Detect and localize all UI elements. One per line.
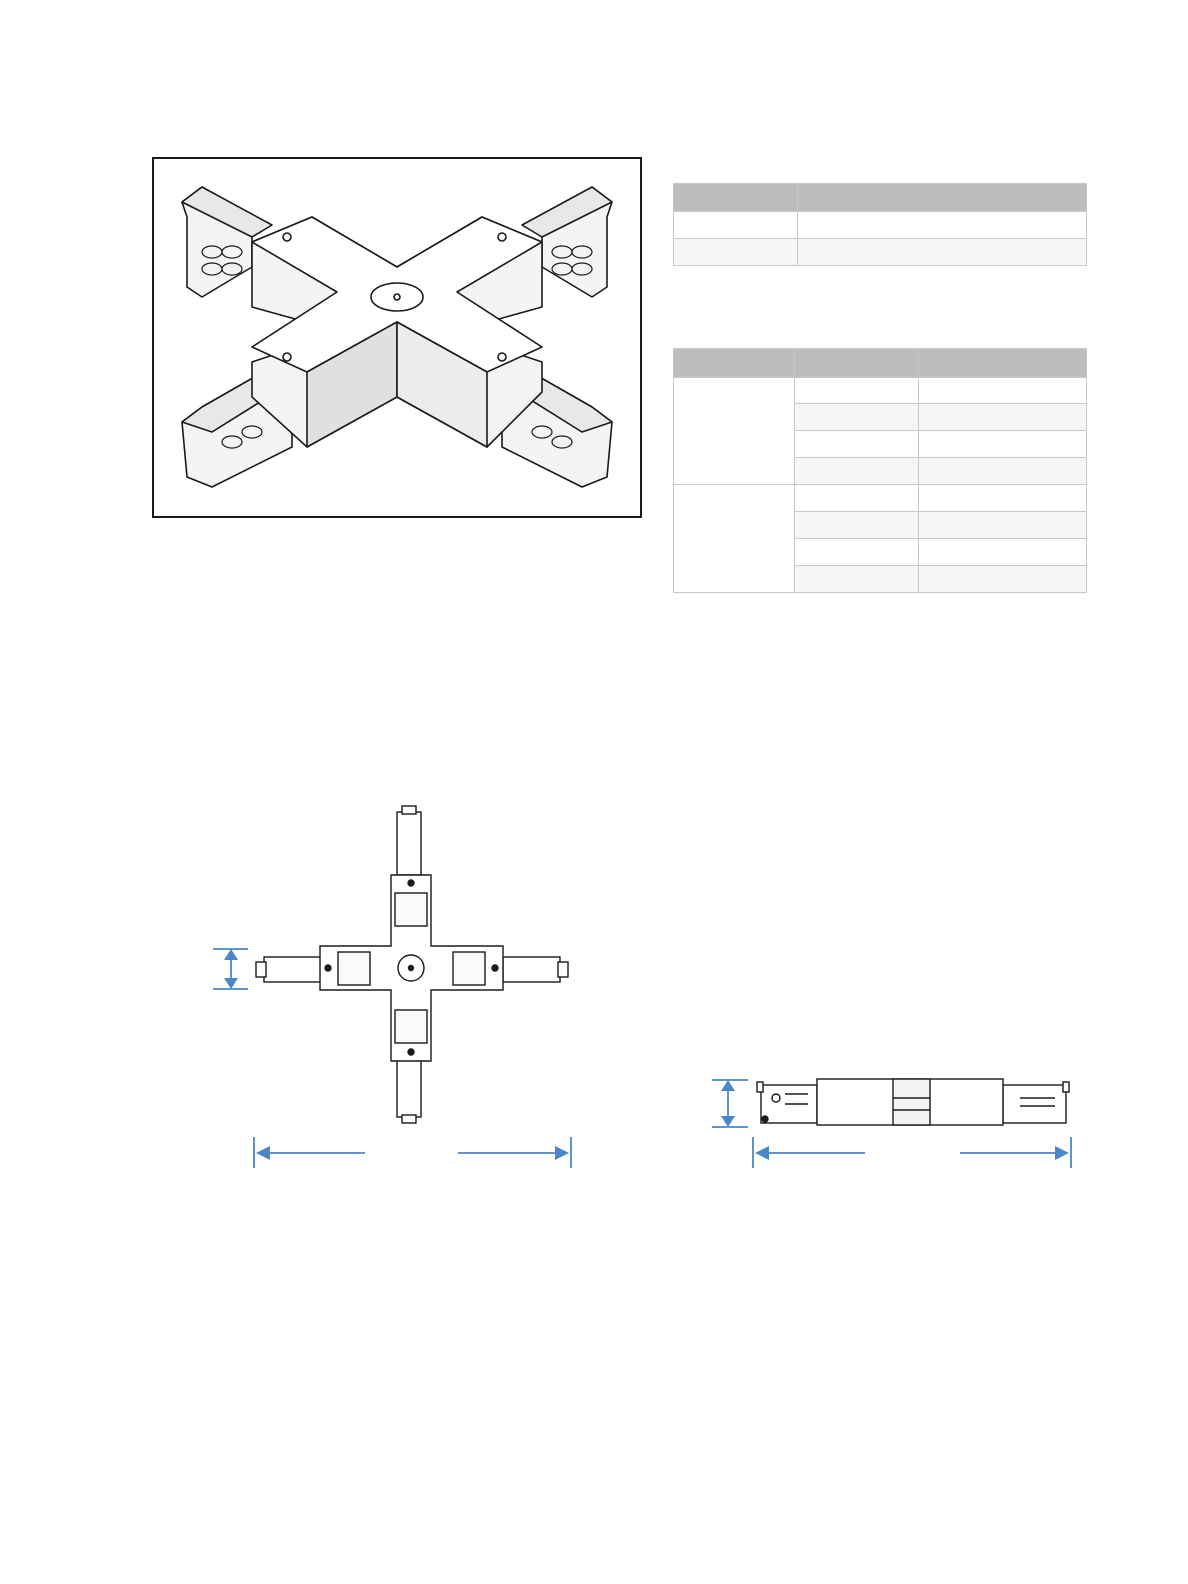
table-a-cell [798, 239, 1087, 266]
table-b-cell [795, 512, 919, 539]
table-b-cell [919, 458, 1087, 485]
x-connector-isometric-icon [152, 157, 642, 518]
table-a-cell [798, 212, 1087, 239]
table-b-cell [919, 431, 1087, 458]
table-b-group-label [674, 378, 795, 485]
table-a-header-1 [674, 184, 798, 212]
product-image-frame [152, 157, 642, 518]
table-b-cell [919, 566, 1087, 593]
table-b-header-3 [919, 349, 1087, 378]
table-a-cell [674, 212, 798, 239]
table-b-cell [795, 566, 919, 593]
table-b-cell [795, 431, 919, 458]
table-b-group-label [674, 485, 795, 593]
spec-table-b [673, 348, 1087, 593]
table-b-cell [795, 485, 919, 512]
table-b-header-2 [795, 349, 919, 378]
table-b-cell [919, 539, 1087, 566]
table-b-header-1 [674, 349, 795, 378]
table-b-cell [795, 404, 919, 431]
table-a-cell [674, 239, 798, 266]
table-b-cell [919, 485, 1087, 512]
table-b-cell [795, 539, 919, 566]
table-b-cell [919, 378, 1087, 404]
spec-table-a [673, 183, 1087, 266]
table-b-cell [919, 512, 1087, 539]
table-a-header-2 [798, 184, 1087, 212]
table-b-cell [919, 404, 1087, 431]
table-b-cell [795, 458, 919, 485]
table-b-cell [795, 378, 919, 404]
